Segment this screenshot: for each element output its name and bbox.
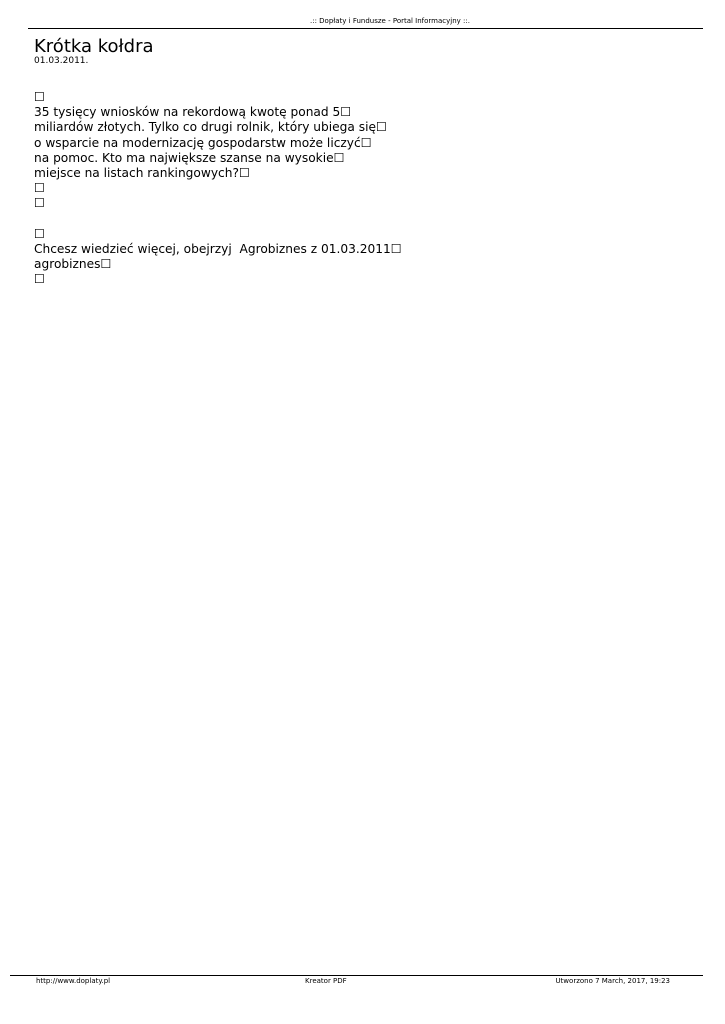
body-line: Chcesz wiedzieć więcej, obejrzyj Agrobiznes z 01.03.2011☐: [34, 241, 402, 256]
body-line: [34, 212, 694, 227]
body-line: agrobiznes☐: [34, 257, 112, 272]
footer-created-timestamp: Utworzono 7 March, 2017, 19:23: [555, 977, 670, 985]
footer-divider: [10, 975, 703, 976]
article-body: [34, 90, 694, 287]
header-site-title: .:: Dopłaty i Fundusze - Portal Informacyjny ::.: [310, 17, 470, 25]
header-divider: [28, 28, 703, 29]
body-line: ☐: [34, 226, 45, 241]
article-date: 01.03.2011.: [34, 56, 89, 66]
body-line: miliardów złotych. Tylko co drugi rolnik, który ubiega się☐: [34, 120, 387, 135]
body-line: na pomoc. Kto ma największe szanse na wysokie☐: [34, 150, 345, 165]
body-line: ☐: [34, 196, 45, 211]
body-line: 35 tysięcy wniosków na rekordową kwotę ponad 5☐: [34, 105, 352, 120]
body-line: ☐: [34, 181, 45, 196]
footer-generator: Kreator PDF: [305, 977, 347, 985]
body-line: ☐: [34, 272, 45, 287]
body-line: miejsce na listach rankingowych?☐: [34, 165, 250, 180]
footer-url: http://www.doplaty.pl: [36, 977, 111, 985]
article-title: Krótka kołdra: [34, 36, 154, 57]
body-line: o wsparcie na modernizację gospodarstw może liczyć☐: [34, 135, 372, 150]
body-line: ☐: [34, 90, 45, 104]
